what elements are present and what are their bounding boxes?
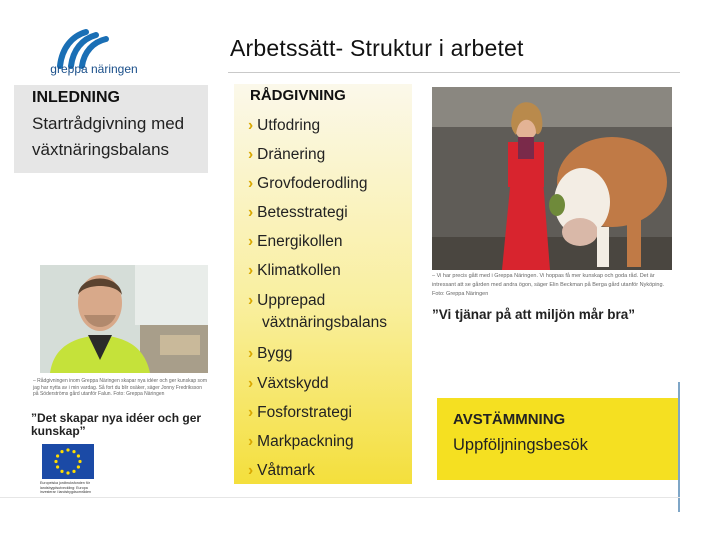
chevron-right-icon: › xyxy=(248,404,254,421)
advice-item: › Bygg xyxy=(248,345,293,362)
cow-photo xyxy=(432,87,672,270)
eu-flag-icon xyxy=(42,444,94,479)
cow-quote: ”Vi tjänar på att miljön mår bra” xyxy=(432,307,636,322)
farmer-photo-caption: – Rådgivningen inom Greppa Näringen skapar nya idéer och ger kunskap som jag har nytta av i min vardag. Så fort du blir osäker, säger Jonny Fredriksson på Söderströms gård utanför Falun. Foto: Greppa Näringen xyxy=(33,378,207,397)
intro-text-line-1: Startrådgivning med xyxy=(32,114,185,133)
bottom-divider xyxy=(0,497,680,498)
intro-heading: INLEDNING xyxy=(32,89,120,106)
chevron-right-icon: › xyxy=(248,175,254,192)
advice-item: › Energikollen xyxy=(248,233,343,250)
title-divider xyxy=(228,72,680,73)
chevron-right-icon: › xyxy=(248,433,254,450)
advice-item: › Dränering xyxy=(248,146,326,163)
intro-text-line-2: växtnäringsbalans xyxy=(32,140,170,159)
advice-item: › Fosforstrategi xyxy=(248,404,352,421)
reconcile-subtitle: Uppföljningsbesök xyxy=(453,436,588,454)
farmer-quote: ”Det skapar nya idéer och ger kunskap” xyxy=(31,411,202,438)
chevron-right-icon: › xyxy=(248,117,254,134)
advice-item: › Våtmark xyxy=(248,462,315,479)
advice-item: › Betesstrategi xyxy=(248,204,348,221)
advice-item: › Grovfoderodling xyxy=(248,175,368,192)
reconcile-heading: AVSTÄMMNING xyxy=(453,411,566,428)
chevron-right-icon: › xyxy=(248,233,254,250)
advice-heading: RÅDGIVNING xyxy=(250,87,346,104)
cow-photo-caption: – Vi har precis gått med i Greppa Näringen. Vi hoppas få mer kunskap och goda råd. Det är intressant att se gården med andra ögon, säger Elin Beckman på Berga gård utanför Nyköping. Foto: Greppa Näringen xyxy=(432,273,665,297)
advice-item: › Växtskydd xyxy=(248,375,329,392)
chevron-right-icon: › xyxy=(248,345,254,362)
chevron-right-icon: › xyxy=(248,262,254,279)
farmer-photo xyxy=(40,265,208,373)
advice-item: › Utfodring xyxy=(248,117,321,134)
advice-item: › Markpackning xyxy=(248,433,354,450)
chevron-right-icon: › xyxy=(248,462,254,479)
chevron-right-icon: › xyxy=(248,204,254,221)
chevron-right-icon: › xyxy=(248,375,254,392)
chevron-right-icon: › xyxy=(248,292,254,309)
eu-caption: Europeiska jordbruksfonden för landsbygdsutveckling: Europa investerar i landsbygdsområden xyxy=(40,481,91,494)
advice-item: › Upprepad växtnäringsbalans xyxy=(248,292,387,331)
logo-text: greppa näringen xyxy=(50,62,138,76)
right-divider xyxy=(678,382,680,512)
slide-title: Arbetssätt- Struktur i arbetet xyxy=(230,35,524,61)
advice-item: › Klimatkollen xyxy=(248,262,341,279)
chevron-right-icon: › xyxy=(248,146,254,163)
